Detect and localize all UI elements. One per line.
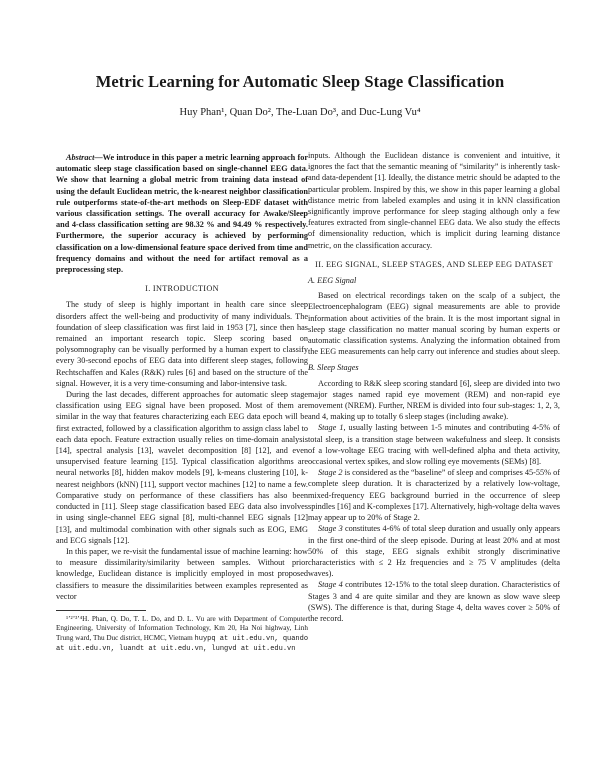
footnote-emails: huypq at uit.edu.vn, quando at uit.edu.vn, luandt at uit.edu.vn, lungvd at uit.edu.vn: [56, 634, 309, 654]
abstract-label: Abstract: [66, 153, 95, 162]
intro-paragraph-3: In this paper, we re-visit the fundamental issue of machine learning: how to measure dissimilarity/similarity between samples. Without prior knowledge, Euclidean distance is implicitly employed in most proposed classifiers to measure the dissimilarities between examples represented as vector: [56, 546, 308, 601]
paper-authors: Huy Phan¹, Quan Do², The-Luan Do³, and Duc-Lung Vu⁴: [179, 107, 421, 118]
eeg-signal-paragraph: Based on electrical recordings taken on the scalp of a subject, the Electroencephalogram (EEG) signal measurements are able to provide information about activities of the brain. It is the most important signal in sleep stage classification no matter manual scoring by human experts or automatic classification systems. Analyzing the information obtained from the EEG measurements can help carry out inference and studies about sleep.: [308, 291, 560, 357]
section-heading-eeg: II. EEG SIGNAL, SLEEP STAGES, AND SLEEP EEG DATASET: [315, 259, 553, 269]
stage4-text: contributes 12-15% to the total sleep duration. Characteristics of Stages 3 and 4 are quite similar and they are known as slow wave sleep (SWS). The difference is that, during Stage 4, delta waves cover ≥ 50% of the record.: [308, 580, 560, 623]
stage2-paragraph: [308, 467, 560, 523]
footnote-rule: [56, 610, 146, 611]
abstract-text: —We introduce in this paper a metric learning approach for automatic sleep stage classification based on single-channel EEG data. We show that learning a global metric from training data instead of using the default Euclidean metric, the k-nearest neighbor classification rule outperforms state-of-the-art methods on Sleep-EDF dataset with various classification settings. The overall accuracy for Awake/Sleep and 4-class classification setting are 98.32 % and 94.49 % respectively. Furthermore, the superior accuracy is achieved by performing classification on a low-dimensional feature space derived from time and frequency domains and without the need for artifact removal as a preprocessing step.: [56, 153, 309, 275]
stage3-text: constitutes 4-6% of total sleep duration and usually only appears in the first one-third of the sleep episode. During at least 20% and at most 50% of this stage, EEG signals exhibit strongly discriminative characteristics with ≤ 2 Hz frequencies and ≥ 75 V amplitudes (delta waves).: [308, 524, 560, 579]
right-paragraph-0: inputs. Although the Euclidean distance is convenient and intuitive, it ignores the fact that the semantic meaning of “similarity” is inherently task- and data-dependent [1]. Ideally, the distance metric should be adapted to the particular problem. Inspired by this, we show in this paper learning a global distance metric from labeled examples and using it in kNN classification significantly improve performance for sleep staging although only a few features extracted from single-channel EEG data. We also study the effects of dimensionality reduction, which is implicit during learning distance metric, on the classification accuracy.: [308, 151, 560, 250]
stage3-label: Stage 3: [318, 524, 343, 534]
footnote: [56, 615, 308, 655]
intro-paragraph-2: During the last decades, different approaches for automatic sleep stage classification using EEG signal have been proposed. Most of them are similar in the way that features characterizing each EEG data epoch will be first extracted, followed by a classification algorithm to assign class label to each data epoch. Feature extraction usually relies on time-domain analysis [14], spectral analysis [13], wavelet decomposition [8] [12], and even unsupervised feature learning [15]. Typical classification algorithms are neural networks [8], hidden makov models [9], k-means clustering [10], k-nearest neighbors (kNN) [11], support vector machines [12] to name a few. Comparative study on performance of these classifiers has also been conducted in [11]. Sleep stage classification based EEG data also involves in using single-channel EEG signal [8], multi-channel EEG signals [12] [13], and multimodal combination with other signals such as EOG, EMG and ECG signals [12].: [56, 390, 308, 545]
stage2-text: is considered as the “baseline” of sleep and comprises 45-55% of complete sleep duration. It is characterized by a relatively low-voltage, mixed-frequency EEG background burried in the occurrence of sleep spindles [16] and K-complexes [17]. Alternatively, high-voltage delta waves may appear up to 20% of Stage 2.: [308, 468, 560, 523]
stage1-text: , usually lasting between 1-5 minutes and contributing 4-5% of total sleep, is a transition stage between wakefulness and sleep. It consists of a low-voltage EEG tracing with well-defined alpha and theta activity, occasional vertex spikes, and slow rolling eye movements (SEMs) [8].: [308, 423, 560, 467]
stage4-label: Stage 4: [318, 580, 343, 590]
subsection-heading-sleep-stages: B. Sleep Stages: [308, 363, 359, 373]
stage3-paragraph: [308, 523, 560, 579]
stage1-label: Stage 1: [318, 423, 344, 433]
intro-paragraph-1: The study of sleep is highly important in health care since sleep disorders affect the well-being and productivity of many individuals. The foundation of sleep classification was first laid in 1953 [7], since then has remained an important research topic. Sleep scoring based on polysomnography can be visually performed by a human expert to classify every 30-second epochs of EEG data into different sleep stages, following Rechtschaffen and Kales (R&K) rules [6] and based on the structure of the signal. However, it is a very time-consuming and labor-intensive task.: [56, 300, 308, 388]
paper-title: Metric Learning for Automatic Sleep Stage Classification: [95, 72, 505, 91]
subsection-heading-eeg-signal: A. EEG Signal: [308, 276, 357, 286]
footnote-text: ¹’²’³’⁴H. Phan, Q. Do, T. L. Do, and D. L. Vu are with Department of Computer Engineering, University of Information Technology, Km 20, Ha Noi highway, Linh Trung ward, Thu Duc district, HCMC, Vietnam: [56, 614, 308, 642]
abstract: [56, 152, 308, 275]
stage2-label: Stage 2: [318, 468, 343, 478]
stage1-paragraph: [308, 422, 560, 467]
stage4-paragraph: [308, 579, 560, 624]
left-column: [56, 152, 308, 655]
section-heading-introduction: I. INTRODUCTION: [145, 284, 219, 294]
right-column: [308, 150, 560, 624]
sleep-stages-paragraph: According to R&K sleep scoring standard [6], sleep are divided into two major stages named rapid eye movement (REM) and non-rapid eye movement (NREM). Further, NREM is divided into four sub-stages: 1, 2, 3, and 4, making up to totally 6 sleep stages (including awake).: [308, 378, 560, 422]
